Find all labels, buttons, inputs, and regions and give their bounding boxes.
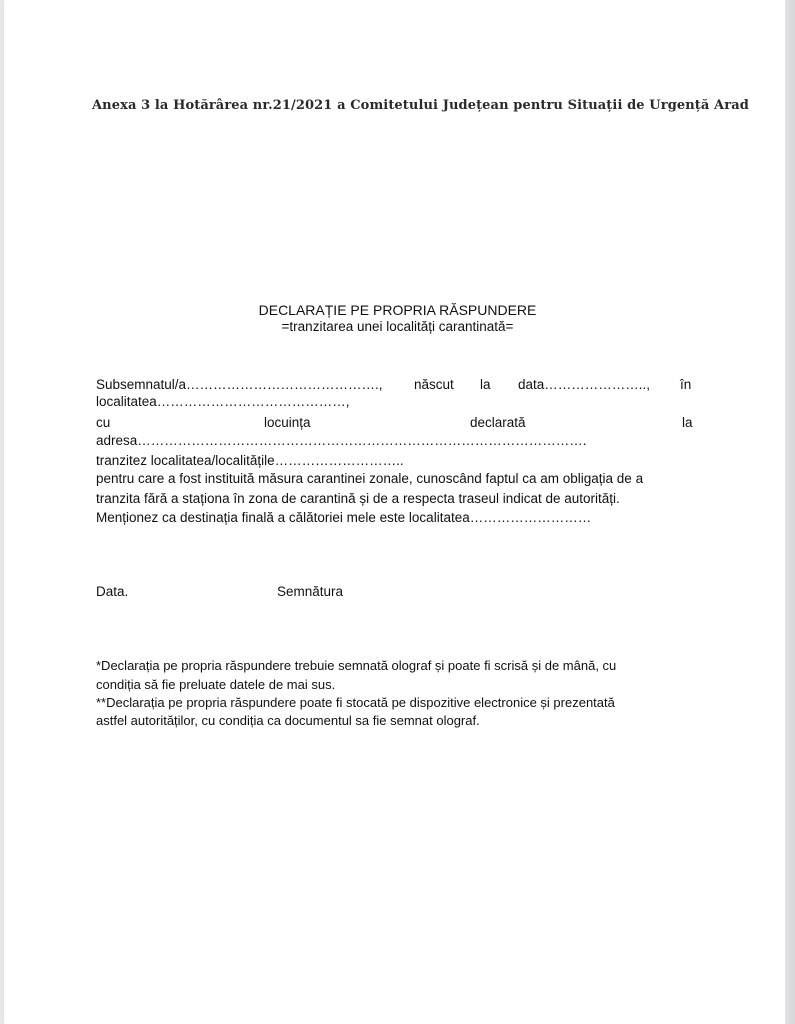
signature-label: Semnătura <box>277 584 344 599</box>
document-title: DECLARAȚIE PE PROPRIA RĂSPUNDERE <box>258 302 537 318</box>
annex-header: Anexa 3 la Hotărârea nr.21/2021 a Comitetului Județean pentru Situații de Urgență Arad <box>92 98 749 113</box>
footnote-2-line-2: astfel autorităților, cu condiția ca documentul sa fie semnat olograf. <box>96 713 480 728</box>
cu-label: cu <box>96 415 111 430</box>
locuinta-label: locuința <box>264 415 311 430</box>
footnote-2-line-1: **Declarația pe propria răspundere poate fi stocată pe dispozitive electronice și prezentată <box>96 695 615 710</box>
declaration-line-1 <box>96 376 694 393</box>
declaration-line-7: tranzita fără a staționa în zona de carantină și de a respecta traseul indicat de autorități. <box>96 491 620 506</box>
localitatea-field: localitatea……………………………………, <box>96 394 350 409</box>
subsemnatul-field: Subsemnatul/a……………………………………., <box>96 377 383 392</box>
footnote-1-line-1: *Declarația pe propria răspundere trebuie semnată olograf și poate fi scrisă și de mână, cu <box>96 658 617 673</box>
page-edge <box>785 0 795 1024</box>
destinatia-field: Menționez ca destinația finală a călătoriei mele este localitatea……………………… <box>96 510 592 525</box>
date-label: Data. <box>96 584 129 599</box>
date-field: data………………….., <box>518 377 651 392</box>
in-label: în <box>680 377 692 392</box>
nascut-label: născut <box>414 377 454 392</box>
declarata-label: declarată <box>470 415 526 430</box>
document-subtitle: =tranzitarea unei localități carantinată= <box>281 319 514 334</box>
la-label-2: la <box>682 415 693 430</box>
la-label: la <box>480 377 491 392</box>
footnote-1-line-2: condiția să fie preluate datele de mai sus. <box>96 677 336 692</box>
adresa-field: adresa………………………………………………………………………………………. <box>96 433 587 448</box>
declaration-line-6: pentru care a fost instituită măsura carantinei zonale, cunoscând faptul ca am obligația de a <box>96 471 644 486</box>
declaration-line-3 <box>96 414 694 431</box>
tranzitez-field: tranzitez localitatea/localitățile……………………….. <box>96 453 404 468</box>
